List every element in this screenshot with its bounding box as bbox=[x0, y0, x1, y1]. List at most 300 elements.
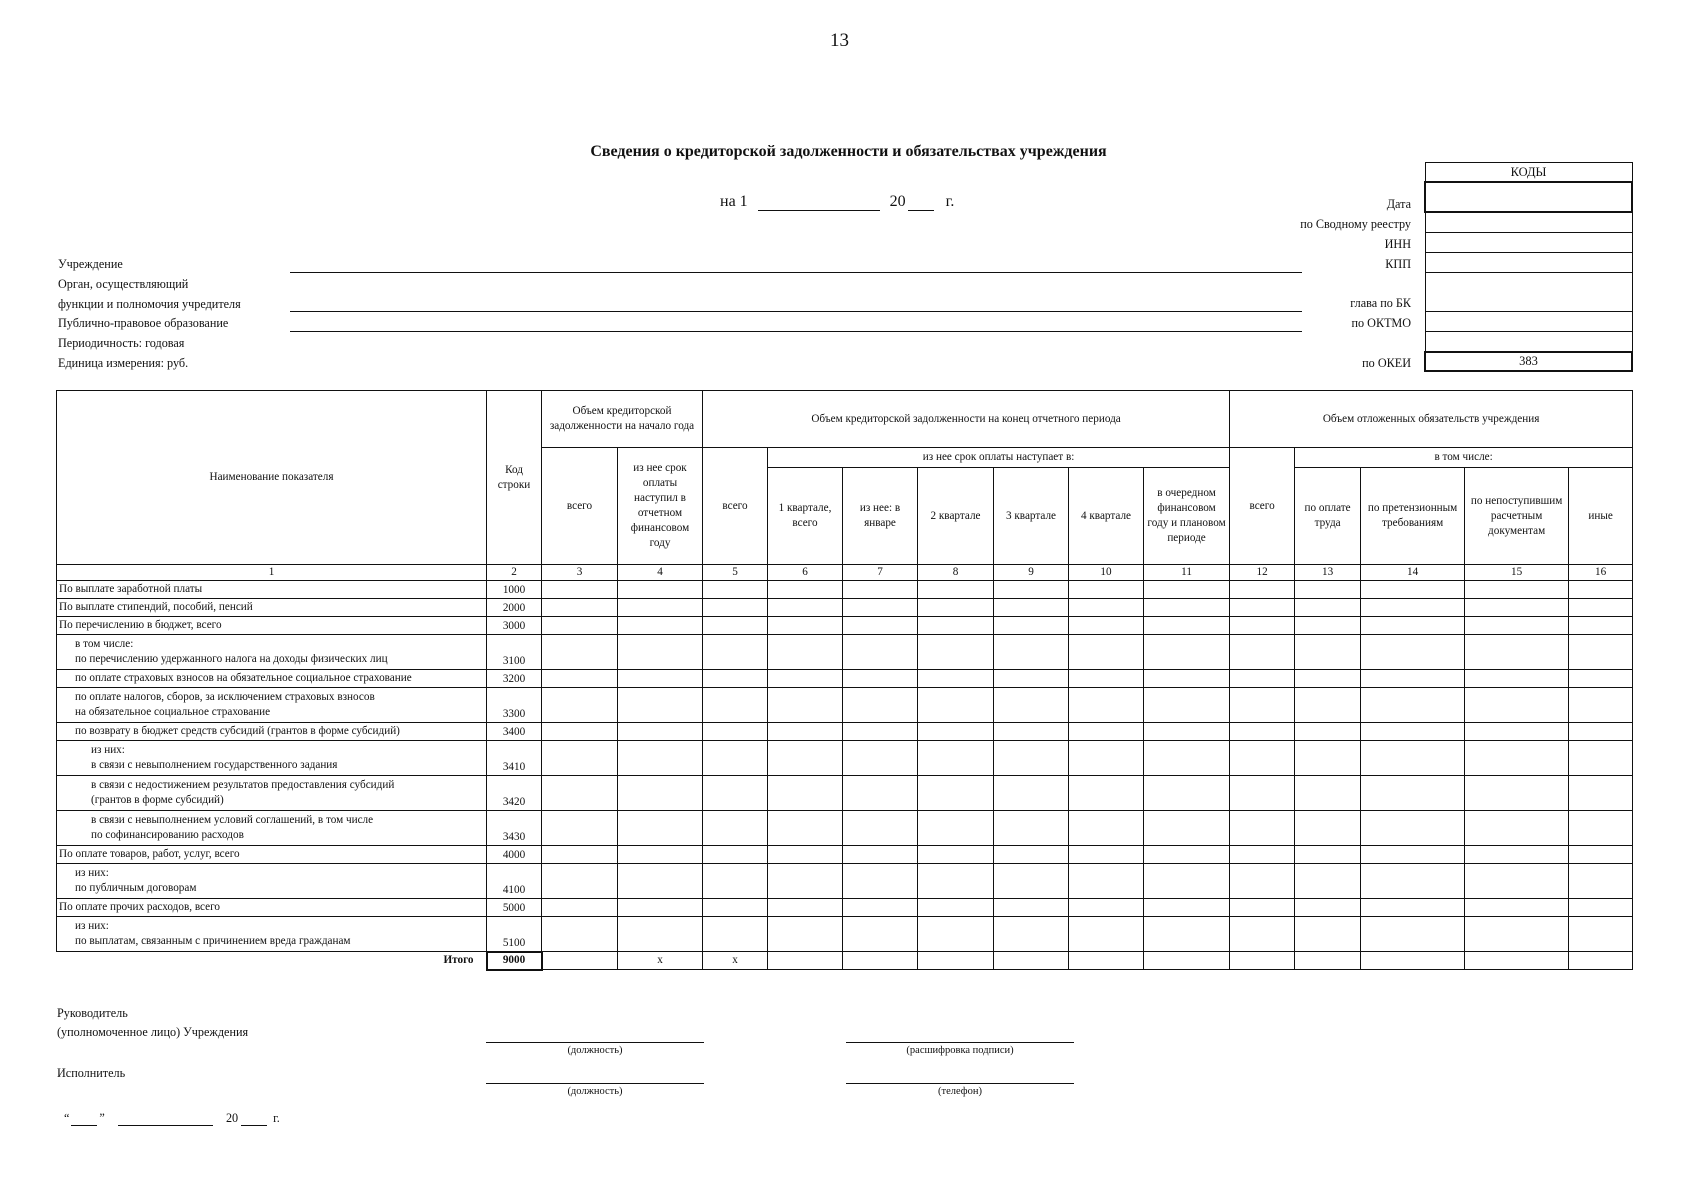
value-cell-col-10[interactable] bbox=[1069, 741, 1144, 776]
row-name-line-1: из них: bbox=[75, 867, 109, 879]
value-cell-col-15[interactable] bbox=[1465, 723, 1569, 741]
value-cell-col-11[interactable] bbox=[1144, 688, 1230, 723]
value-cell-col-8[interactable] bbox=[918, 723, 994, 741]
value-cell-col-12[interactable] bbox=[1230, 811, 1295, 846]
kpp-code-label: КПП bbox=[1385, 257, 1411, 271]
value-cell-col-3[interactable] bbox=[542, 899, 618, 917]
value-cell-col-10[interactable] bbox=[1069, 670, 1144, 688]
value-cell-col-8[interactable] bbox=[918, 776, 994, 811]
value-cell-col-16[interactable] bbox=[1569, 846, 1633, 864]
value-cell-col-13[interactable] bbox=[1295, 688, 1361, 723]
value-cell-col-16[interactable] bbox=[1569, 864, 1633, 899]
value-cell-col-14[interactable] bbox=[1361, 599, 1465, 617]
value-cell-col-8[interactable] bbox=[918, 617, 994, 635]
date-year-prefix: 20 bbox=[889, 193, 906, 210]
value-cell-col-12[interactable] bbox=[1230, 846, 1295, 864]
value-cell-col-3[interactable] bbox=[542, 723, 618, 741]
value-cell-col-14[interactable] bbox=[1361, 917, 1465, 952]
value-cell-col-10[interactable] bbox=[1069, 688, 1144, 723]
sign-year-field[interactable] bbox=[241, 1110, 267, 1126]
total-cell-col-3[interactable] bbox=[542, 952, 618, 970]
value-cell-col-9[interactable] bbox=[994, 599, 1069, 617]
value-cell-col-15[interactable] bbox=[1465, 846, 1569, 864]
value-cell-col-6[interactable] bbox=[768, 581, 843, 599]
value-cell-col-10[interactable] bbox=[1069, 899, 1144, 917]
value-cell-col-8[interactable] bbox=[918, 741, 994, 776]
row-code: 3400 bbox=[487, 723, 542, 741]
value-cell-col-5[interactable] bbox=[703, 899, 768, 917]
value-cell-col-11[interactable] bbox=[1144, 811, 1230, 846]
value-cell-col-4[interactable] bbox=[618, 864, 703, 899]
row-name-line-1: по оплате страховых взносов на обязательное социальное страхование bbox=[75, 672, 412, 684]
value-cell-col-13[interactable] bbox=[1295, 811, 1361, 846]
value-cell-col-11[interactable] bbox=[1144, 846, 1230, 864]
row-name-line-1: По перечислению в бюджет, всего bbox=[59, 619, 222, 631]
value-cell-col-3[interactable] bbox=[542, 599, 618, 617]
value-cell-col-4[interactable] bbox=[618, 581, 703, 599]
value-cell-col-12[interactable] bbox=[1230, 864, 1295, 899]
value-cell-col-9[interactable] bbox=[994, 670, 1069, 688]
value-cell-col-7[interactable] bbox=[843, 635, 918, 670]
value-cell-col-10[interactable] bbox=[1069, 599, 1144, 617]
date-year-field[interactable] bbox=[908, 192, 934, 211]
codes-header: КОДЫ bbox=[1425, 163, 1632, 183]
table-row bbox=[57, 617, 1633, 635]
value-cell-col-15[interactable] bbox=[1465, 899, 1569, 917]
value-cell-col-6[interactable] bbox=[768, 864, 843, 899]
value-cell-col-15[interactable] bbox=[1465, 635, 1569, 670]
value-cell-col-3[interactable] bbox=[542, 811, 618, 846]
value-cell-col-12[interactable] bbox=[1230, 688, 1295, 723]
value-cell-col-5[interactable] bbox=[703, 864, 768, 899]
organ-field[interactable] bbox=[290, 311, 1302, 312]
total-cell-col-15[interactable] bbox=[1465, 952, 1569, 970]
organ-label-2: функции и полномочия учредителя bbox=[58, 297, 241, 311]
value-cell-col-6[interactable] bbox=[768, 723, 843, 741]
value-cell-col-16[interactable] bbox=[1569, 670, 1633, 688]
row-name-line-1: из них: bbox=[91, 744, 125, 756]
value-cell-col-11[interactable] bbox=[1144, 670, 1230, 688]
column-number-5: 5 bbox=[703, 565, 768, 581]
value-cell-col-14[interactable] bbox=[1361, 581, 1465, 599]
bk-code-label: глава по БК bbox=[1350, 296, 1411, 310]
value-cell-col-10[interactable] bbox=[1069, 864, 1144, 899]
value-cell-col-10[interactable] bbox=[1069, 723, 1144, 741]
value-cell-col-13[interactable] bbox=[1295, 670, 1361, 688]
date-day-month-field[interactable] bbox=[758, 192, 880, 211]
value-cell-col-3[interactable] bbox=[542, 846, 618, 864]
value-cell-col-16[interactable] bbox=[1569, 599, 1633, 617]
total-cell-col-10[interactable] bbox=[1069, 952, 1144, 970]
total-cell-col-7[interactable] bbox=[843, 952, 918, 970]
value-cell-col-13[interactable] bbox=[1295, 741, 1361, 776]
value-cell-col-3[interactable] bbox=[542, 776, 618, 811]
value-cell-col-13[interactable] bbox=[1295, 864, 1361, 899]
value-cell-col-5[interactable] bbox=[703, 917, 768, 952]
value-cell-col-8[interactable] bbox=[918, 811, 994, 846]
value-cell-col-11[interactable] bbox=[1144, 723, 1230, 741]
value-cell-col-11[interactable] bbox=[1144, 599, 1230, 617]
value-cell-col-7[interactable] bbox=[843, 811, 918, 846]
value-cell-col-7[interactable] bbox=[843, 846, 918, 864]
value-cell-col-15[interactable] bbox=[1465, 917, 1569, 952]
header-next-year: в очередном финансовом году и плановом периоде bbox=[1144, 468, 1230, 565]
kpp-code-cell[interactable] bbox=[1425, 253, 1632, 273]
value-cell-col-9[interactable] bbox=[994, 581, 1069, 599]
value-cell-col-16[interactable] bbox=[1569, 811, 1633, 846]
value-cell-col-6[interactable] bbox=[768, 635, 843, 670]
quote-close: ” bbox=[99, 1111, 105, 1125]
column-number-4: 4 bbox=[618, 565, 703, 581]
value-cell-col-11[interactable] bbox=[1144, 776, 1230, 811]
value-cell-col-12[interactable] bbox=[1230, 670, 1295, 688]
value-cell-col-3[interactable] bbox=[542, 688, 618, 723]
column-number-10: 10 bbox=[1069, 565, 1144, 581]
value-cell-col-4[interactable] bbox=[618, 635, 703, 670]
value-cell-col-12[interactable] bbox=[1230, 617, 1295, 635]
value-cell-col-9[interactable] bbox=[994, 723, 1069, 741]
value-cell-col-9[interactable] bbox=[994, 617, 1069, 635]
value-cell-col-13[interactable] bbox=[1295, 899, 1361, 917]
value-cell-col-16[interactable] bbox=[1569, 635, 1633, 670]
value-cell-col-4[interactable] bbox=[618, 670, 703, 688]
bk-code-cell[interactable] bbox=[1425, 273, 1632, 312]
value-cell-col-7[interactable] bbox=[843, 581, 918, 599]
row-code: 3000 bbox=[487, 617, 542, 635]
value-cell-col-6[interactable] bbox=[768, 599, 843, 617]
value-cell-col-5[interactable] bbox=[703, 670, 768, 688]
total-cell-col-12[interactable] bbox=[1230, 952, 1295, 970]
value-cell-col-14[interactable] bbox=[1361, 811, 1465, 846]
value-cell-col-6[interactable] bbox=[768, 670, 843, 688]
value-cell-col-7[interactable] bbox=[843, 688, 918, 723]
inn-code-cell[interactable] bbox=[1425, 233, 1632, 253]
value-cell-col-7[interactable] bbox=[843, 723, 918, 741]
row-code: 3300 bbox=[487, 688, 542, 723]
value-cell-col-10[interactable] bbox=[1069, 846, 1144, 864]
value-cell-col-3[interactable] bbox=[542, 670, 618, 688]
value-cell-col-9[interactable] bbox=[994, 635, 1069, 670]
value-cell-col-8[interactable] bbox=[918, 864, 994, 899]
value-cell-col-15[interactable] bbox=[1465, 581, 1569, 599]
row-name-line-1: в связи с недостижением результатов предоставления субсидий bbox=[91, 779, 395, 791]
row-code: 5100 bbox=[487, 917, 542, 952]
value-cell-col-6[interactable] bbox=[768, 917, 843, 952]
value-cell-col-4[interactable] bbox=[618, 776, 703, 811]
value-cell-col-13[interactable] bbox=[1295, 776, 1361, 811]
value-cell-col-14[interactable] bbox=[1361, 846, 1465, 864]
header-labor: по оплате труда bbox=[1295, 468, 1361, 565]
date-code-cell[interactable] bbox=[1425, 182, 1632, 212]
value-cell-col-7[interactable] bbox=[843, 599, 918, 617]
value-cell-col-4[interactable] bbox=[618, 917, 703, 952]
total-cell-col-11[interactable] bbox=[1144, 952, 1230, 970]
value-cell-col-12[interactable] bbox=[1230, 581, 1295, 599]
row-name-line-1: По выплате заработной платы bbox=[59, 583, 203, 595]
row-name-line-1: по возврату в бюджет средств субсидий (грантов в форме субсидий) bbox=[75, 725, 400, 737]
value-cell-col-14[interactable] bbox=[1361, 688, 1465, 723]
sign-year-prefix: 20 bbox=[225, 1111, 239, 1125]
value-cell-col-13[interactable] bbox=[1295, 723, 1361, 741]
value-cell-col-16[interactable] bbox=[1569, 688, 1633, 723]
header-code: Код строки bbox=[487, 391, 542, 565]
value-cell-col-9[interactable] bbox=[994, 811, 1069, 846]
public-entity-field[interactable] bbox=[290, 331, 1302, 332]
value-cell-col-6[interactable] bbox=[768, 776, 843, 811]
total-cell-col-6[interactable] bbox=[768, 952, 843, 970]
value-cell-col-15[interactable] bbox=[1465, 670, 1569, 688]
column-number-9: 9 bbox=[994, 565, 1069, 581]
value-cell-col-5[interactable] bbox=[703, 617, 768, 635]
value-cell-col-5[interactable] bbox=[703, 581, 768, 599]
report-date-line bbox=[720, 192, 954, 211]
header-due-in: из нее срок оплаты наступает в: bbox=[768, 448, 1230, 468]
value-cell-col-12[interactable] bbox=[1230, 741, 1295, 776]
row-code: 3100 bbox=[487, 635, 542, 670]
value-cell-col-4[interactable] bbox=[618, 723, 703, 741]
value-cell-col-12[interactable] bbox=[1230, 599, 1295, 617]
value-cell-col-7[interactable] bbox=[843, 617, 918, 635]
value-cell-col-6[interactable] bbox=[768, 617, 843, 635]
value-cell-col-15[interactable] bbox=[1465, 776, 1569, 811]
value-cell-col-9[interactable] bbox=[994, 917, 1069, 952]
value-cell-col-7[interactable] bbox=[843, 917, 918, 952]
blank-code-cell[interactable] bbox=[1425, 332, 1632, 353]
value-cell-col-8[interactable] bbox=[918, 688, 994, 723]
value-cell-col-4[interactable] bbox=[618, 599, 703, 617]
table-row bbox=[57, 741, 1633, 776]
value-cell-col-10[interactable] bbox=[1069, 811, 1144, 846]
value-cell-col-16[interactable] bbox=[1569, 899, 1633, 917]
value-cell-col-6[interactable] bbox=[768, 741, 843, 776]
head-label-1: Руководитель bbox=[57, 1006, 128, 1020]
value-cell-col-11[interactable] bbox=[1144, 581, 1230, 599]
public-entity-label: Публично-правовое образование bbox=[58, 316, 229, 330]
row-name bbox=[57, 846, 487, 864]
column-number-14: 14 bbox=[1361, 565, 1465, 581]
value-cell-col-5[interactable] bbox=[703, 776, 768, 811]
total-code: 9000 bbox=[487, 952, 542, 970]
value-cell-col-4[interactable] bbox=[618, 617, 703, 635]
value-cell-col-15[interactable] bbox=[1465, 617, 1569, 635]
row-name bbox=[57, 599, 487, 617]
institution-label: Учреждение bbox=[58, 257, 123, 271]
value-cell-col-14[interactable] bbox=[1361, 635, 1465, 670]
value-cell-col-10[interactable] bbox=[1069, 635, 1144, 670]
row-name bbox=[57, 864, 487, 899]
value-cell-col-5[interactable] bbox=[703, 723, 768, 741]
row-name-line-1: из них: bbox=[75, 920, 109, 932]
value-cell-col-10[interactable] bbox=[1069, 776, 1144, 811]
value-cell-col-5[interactable] bbox=[703, 688, 768, 723]
value-cell-col-8[interactable] bbox=[918, 917, 994, 952]
column-number-1: 1 bbox=[57, 565, 487, 581]
value-cell-col-3[interactable] bbox=[542, 617, 618, 635]
row-code: 5000 bbox=[487, 899, 542, 917]
value-cell-col-11[interactable] bbox=[1144, 617, 1230, 635]
value-cell-col-16[interactable] bbox=[1569, 581, 1633, 599]
value-cell-col-4[interactable] bbox=[618, 811, 703, 846]
value-cell-col-3[interactable] bbox=[542, 635, 618, 670]
header-january: из нее: в январе bbox=[843, 468, 918, 565]
value-cell-col-8[interactable] bbox=[918, 581, 994, 599]
header-q1: 1 квартале, всего bbox=[768, 468, 843, 565]
column-number-16: 16 bbox=[1569, 565, 1633, 581]
row-code: 3420 bbox=[487, 776, 542, 811]
value-cell-col-13[interactable] bbox=[1295, 635, 1361, 670]
total-cell-col-14[interactable] bbox=[1361, 952, 1465, 970]
value-cell-col-12[interactable] bbox=[1230, 899, 1295, 917]
value-cell-col-8[interactable] bbox=[918, 846, 994, 864]
table-row bbox=[57, 864, 1633, 899]
organ-label-1: Орган, осуществляющий bbox=[58, 277, 189, 291]
table-row bbox=[57, 776, 1633, 811]
value-cell-col-16[interactable] bbox=[1569, 776, 1633, 811]
value-cell-col-16[interactable] bbox=[1569, 617, 1633, 635]
value-cell-col-5[interactable] bbox=[703, 599, 768, 617]
value-cell-col-6[interactable] bbox=[768, 846, 843, 864]
value-cell-col-6[interactable] bbox=[768, 899, 843, 917]
value-cell-col-16[interactable] bbox=[1569, 723, 1633, 741]
value-cell-col-14[interactable] bbox=[1361, 617, 1465, 635]
date-code-label: Дата bbox=[1386, 197, 1411, 211]
value-cell-col-10[interactable] bbox=[1069, 917, 1144, 952]
value-cell-col-13[interactable] bbox=[1295, 617, 1361, 635]
value-cell-col-5[interactable] bbox=[703, 741, 768, 776]
value-cell-col-14[interactable] bbox=[1361, 741, 1465, 776]
okei-code-cell: 383 bbox=[1425, 352, 1632, 371]
value-cell-col-15[interactable] bbox=[1465, 811, 1569, 846]
row-name-line-1: По оплате прочих расходов, всего bbox=[59, 901, 221, 913]
oktmo-code-label: по ОКТМО bbox=[1351, 316, 1411, 330]
value-cell-col-14[interactable] bbox=[1361, 670, 1465, 688]
head-position-field[interactable] bbox=[486, 1042, 704, 1043]
header-deferred: Объем отложенных обязательств учреждения bbox=[1230, 391, 1633, 448]
value-cell-col-3[interactable] bbox=[542, 741, 618, 776]
value-cell-col-12[interactable] bbox=[1230, 776, 1295, 811]
value-cell-col-11[interactable] bbox=[1144, 864, 1230, 899]
value-cell-col-11[interactable] bbox=[1144, 917, 1230, 952]
row-name bbox=[57, 723, 487, 741]
row-name bbox=[57, 688, 487, 723]
total-cell-col-16[interactable] bbox=[1569, 952, 1633, 970]
executor-phone-field[interactable] bbox=[846, 1083, 1074, 1084]
value-cell-col-14[interactable] bbox=[1361, 723, 1465, 741]
value-cell-col-3[interactable] bbox=[542, 864, 618, 899]
value-cell-col-8[interactable] bbox=[918, 899, 994, 917]
row-name-line-2: в связи с невыполнением государственного задания bbox=[91, 759, 338, 771]
value-cell-col-12[interactable] bbox=[1230, 917, 1295, 952]
value-cell-col-3[interactable] bbox=[542, 917, 618, 952]
value-cell-col-5[interactable] bbox=[703, 811, 768, 846]
value-cell-col-5[interactable] bbox=[703, 846, 768, 864]
value-cell-col-7[interactable] bbox=[843, 776, 918, 811]
value-cell-col-11[interactable] bbox=[1144, 899, 1230, 917]
value-cell-col-7[interactable] bbox=[843, 741, 918, 776]
head-position-caption: (должность) bbox=[567, 1045, 623, 1056]
value-cell-col-14[interactable] bbox=[1361, 899, 1465, 917]
total-x-mark-col-4: x bbox=[618, 952, 703, 970]
value-cell-col-12[interactable] bbox=[1230, 723, 1295, 741]
total-cell-col-13[interactable] bbox=[1295, 952, 1361, 970]
value-cell-col-9[interactable] bbox=[994, 776, 1069, 811]
value-cell-col-9[interactable] bbox=[994, 899, 1069, 917]
value-cell-col-16[interactable] bbox=[1569, 917, 1633, 952]
value-cell-col-15[interactable] bbox=[1465, 741, 1569, 776]
table-row bbox=[57, 811, 1633, 846]
value-cell-col-7[interactable] bbox=[843, 670, 918, 688]
executor-phone-caption: (телефон) bbox=[938, 1086, 982, 1097]
value-cell-col-16[interactable] bbox=[1569, 741, 1633, 776]
value-cell-col-8[interactable] bbox=[918, 599, 994, 617]
column-number-3: 3 bbox=[542, 565, 618, 581]
value-cell-col-9[interactable] bbox=[994, 741, 1069, 776]
executor-position-field[interactable] bbox=[486, 1083, 704, 1084]
header-including: в том числе: bbox=[1295, 448, 1633, 468]
value-cell-col-15[interactable] bbox=[1465, 864, 1569, 899]
value-cell-col-4[interactable] bbox=[618, 741, 703, 776]
row-name-line-1: По выплате стипендий, пособий, пенсий bbox=[59, 601, 253, 613]
value-cell-col-10[interactable] bbox=[1069, 581, 1144, 599]
value-cell-col-8[interactable] bbox=[918, 670, 994, 688]
value-cell-col-6[interactable] bbox=[768, 811, 843, 846]
total-cell-col-8[interactable] bbox=[918, 952, 994, 970]
value-cell-col-9[interactable] bbox=[994, 846, 1069, 864]
row-code: 2000 bbox=[487, 599, 542, 617]
head-decode-field[interactable] bbox=[846, 1042, 1074, 1043]
value-cell-col-6[interactable] bbox=[768, 688, 843, 723]
value-cell-col-15[interactable] bbox=[1465, 688, 1569, 723]
value-cell-col-10[interactable] bbox=[1069, 617, 1144, 635]
row-name bbox=[57, 635, 487, 670]
registry-code-cell[interactable] bbox=[1425, 212, 1632, 233]
row-name bbox=[57, 899, 487, 917]
row-name-line-2: по перечислению удержанного налога на доходы физических лиц bbox=[75, 653, 388, 665]
value-cell-col-13[interactable] bbox=[1295, 846, 1361, 864]
value-cell-col-7[interactable] bbox=[843, 864, 918, 899]
header-q2: 2 квартале bbox=[918, 468, 994, 565]
value-cell-col-11[interactable] bbox=[1144, 635, 1230, 670]
oktmo-code-cell[interactable] bbox=[1425, 312, 1632, 332]
value-cell-col-9[interactable] bbox=[994, 688, 1069, 723]
header-q4: 4 квартале bbox=[1069, 468, 1144, 565]
value-cell-col-13[interactable] bbox=[1295, 581, 1361, 599]
value-cell-col-15[interactable] bbox=[1465, 599, 1569, 617]
header-deferred-total: всего bbox=[1230, 448, 1295, 565]
value-cell-col-12[interactable] bbox=[1230, 635, 1295, 670]
value-cell-col-4[interactable] bbox=[618, 899, 703, 917]
value-cell-col-3[interactable] bbox=[542, 581, 618, 599]
value-cell-col-4[interactable] bbox=[618, 688, 703, 723]
executor-label: Исполнитель bbox=[57, 1066, 126, 1080]
sign-month-field[interactable] bbox=[118, 1110, 213, 1126]
institution-field[interactable] bbox=[290, 272, 1302, 273]
value-cell-col-13[interactable] bbox=[1295, 917, 1361, 952]
value-cell-col-5[interactable] bbox=[703, 635, 768, 670]
value-cell-col-13[interactable] bbox=[1295, 599, 1361, 617]
total-cell-col-9[interactable] bbox=[994, 952, 1069, 970]
value-cell-col-9[interactable] bbox=[994, 864, 1069, 899]
value-cell-col-14[interactable] bbox=[1361, 776, 1465, 811]
sign-day-field[interactable] bbox=[71, 1110, 97, 1126]
value-cell-col-14[interactable] bbox=[1361, 864, 1465, 899]
value-cell-col-7[interactable] bbox=[843, 899, 918, 917]
column-number-6: 6 bbox=[768, 565, 843, 581]
value-cell-col-4[interactable] bbox=[618, 846, 703, 864]
value-cell-col-8[interactable] bbox=[918, 635, 994, 670]
total-label: Итого bbox=[57, 952, 487, 970]
value-cell-col-11[interactable] bbox=[1144, 741, 1230, 776]
